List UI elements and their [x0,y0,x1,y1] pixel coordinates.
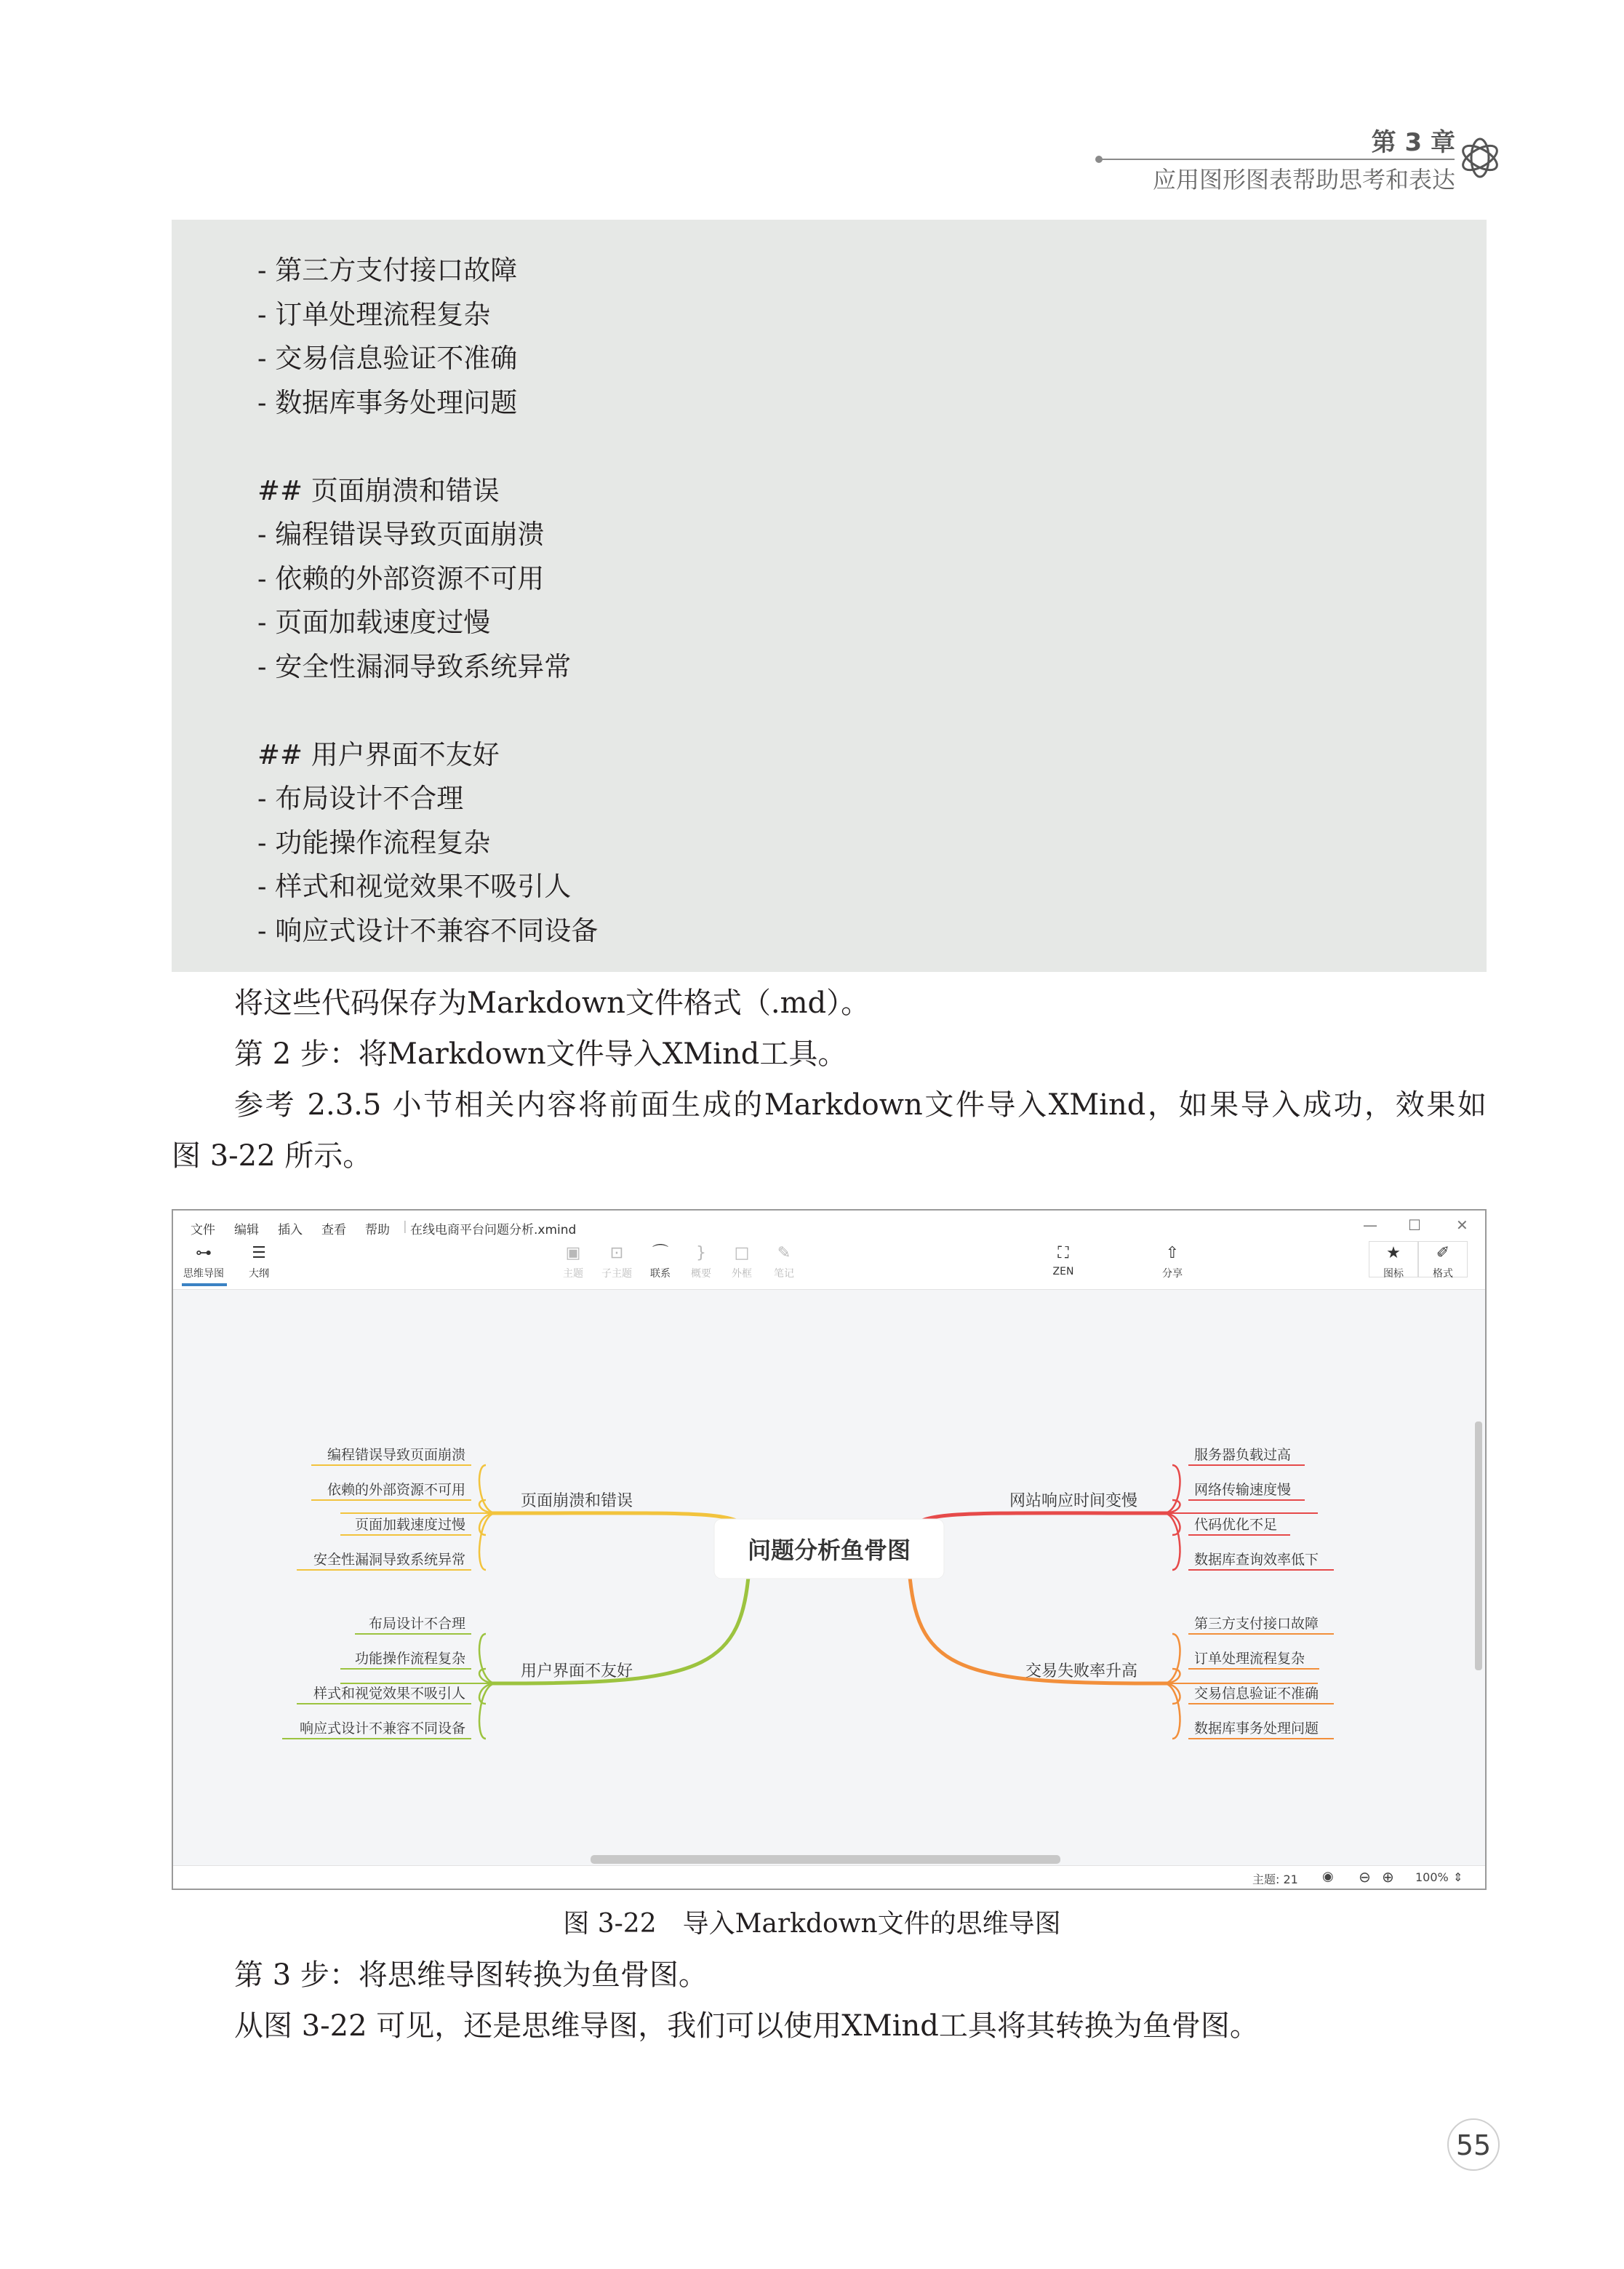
leaf-connector [1164,1634,1180,1683]
leaf-topic[interactable]: 网络传输速度慢 [1194,1482,1292,1498]
leaf-topic[interactable]: 订单处理流程复杂 [1194,1651,1305,1667]
zoom-level[interactable]: 100% [1415,1870,1449,1884]
horizontal-scrollbar[interactable] [591,1855,1060,1864]
menu-file[interactable]: 文件 [191,1223,215,1237]
paragraph-save-md: 将这些代码保存为Markdown文件格式（.md）。 [234,986,871,1020]
boundary-label: 外框 [732,1268,752,1280]
zen-label: ZEN [1052,1266,1074,1277]
xmind-toolbar [173,1211,1485,1290]
menu-separator: | [403,1219,407,1234]
topic-label: 主题 [563,1268,583,1280]
file-name: 在线电商平台问题分析.xmind [410,1223,577,1237]
summary-icon: } [696,1244,706,1262]
boundary-icon: □ [734,1244,750,1262]
note-icon: ✎ [777,1244,791,1262]
format-icon: ✐ [1436,1244,1450,1262]
summary-label: 概要 [691,1268,711,1280]
leaf-topic[interactable]: 安全性漏洞导致系统异常 [313,1552,465,1568]
leaf-topic[interactable]: 页面加载速度过慢 [354,1517,465,1533]
summary-button[interactable] [679,1244,723,1280]
code-line: ## 页面崩溃和错误 [257,474,500,506]
tab-outline-label: 大纲 [249,1268,269,1280]
menu-insert[interactable]: 插入 [278,1223,303,1237]
relationship-button[interactable] [639,1244,682,1280]
leaf-connector [1164,1683,1180,1739]
share-icon: ⇧ [1165,1244,1180,1262]
branch-topic[interactable]: 用户界面不友好 [521,1662,633,1680]
code-line: - 交易信息验证不准确 [257,343,518,374]
maximize-icon[interactable]: ☐ [1408,1216,1421,1234]
code-line: - 订单处理流程复杂 [257,298,491,330]
paragraph-step-2: 第 2 步：将Markdown文件导入XMind工具。 [234,1037,847,1071]
relationship-label: 联系 [650,1268,671,1280]
leaf-topic[interactable]: 第三方支付接口故障 [1194,1616,1319,1632]
chapter-label: 第 3 章 [1371,128,1455,157]
branch-connector [493,1513,749,1534]
tab-mindmap-label: 思维导图 [183,1268,224,1280]
xmind-screenshot [172,1209,1487,1890]
branch-topic[interactable]: 页面崩溃和错误 [521,1492,633,1510]
mindmap-canvas[interactable] [173,1289,1485,1864]
code-block [172,220,1487,972]
page-number: 55 [1447,2118,1500,2171]
code-line: - 页面加载速度过慢 [257,607,491,638]
paragraph-step-3: 第 3 步：将思维导图转换为鱼骨图。 [234,1958,708,1992]
boundary-button[interactable] [720,1244,764,1280]
chapter-header [1372,128,1455,157]
leaf-topic[interactable]: 样式和视觉效果不吸引人 [313,1686,465,1702]
leaf-topic[interactable]: 功能操作流程复杂 [354,1651,465,1667]
zoom-out-icon[interactable]: ⊖ [1359,1868,1371,1886]
chapter-subtitle: 应用图形图表帮助思考和表达 [1152,166,1455,194]
paragraph-reference: 参考 2.3.5 小节相关内容将前面生成的Markdown文件导入XMind，如果导入成功，效果如 [234,1088,1487,1122]
topic-count: 主题: 21 [1252,1873,1298,1886]
code-line: - 功能操作流程复杂 [257,826,491,858]
format-panel-button[interactable] [1421,1244,1465,1280]
zen-icon: ⛶ [1057,1244,1069,1262]
subtopic-icon: ⊡ [609,1244,624,1262]
close-icon[interactable]: ✕ [1456,1216,1468,1234]
vertical-scrollbar[interactable] [1475,1421,1482,1670]
icon-panel-label: 图标 [1383,1268,1404,1280]
relationship-icon: ⌒ [652,1244,668,1262]
zoom-in-icon[interactable]: ⊕ [1382,1868,1394,1886]
openai-logo-icon [1457,135,1503,180]
code-line: ## 用户界面不友好 [257,738,500,770]
share-label: 分享 [1162,1268,1183,1280]
leaf-topic[interactable]: 代码优化不足 [1194,1517,1278,1533]
paragraph-reference-cont: 图 3-22 所示。 [172,1139,372,1173]
leaf-topic[interactable]: 服务器负载过高 [1194,1447,1292,1463]
star-icon: ★ [1386,1244,1401,1262]
code-line: - 第三方支付接口故障 [257,255,518,286]
leaf-connector [1164,1465,1180,1513]
mindmap-icon: ⊶ [196,1244,212,1262]
tab-mindmap[interactable] [182,1244,225,1280]
branch-topic[interactable]: 交易失败率升高 [1025,1662,1137,1680]
note-label: 笔记 [774,1268,794,1280]
leaf-connector [1164,1669,1180,1683]
leaf-topic[interactable]: 布局设计不合理 [368,1616,465,1632]
leaf-connector [1164,1500,1180,1513]
branch-topic[interactable]: 网站响应时间变慢 [1009,1492,1137,1510]
code-line: - 安全性漏洞导致系统异常 [257,650,572,682]
leaf-connector [479,1634,496,1683]
code-line: - 依赖的外部资源不可用 [257,562,545,594]
code-line: - 编程错误导致页面崩溃 [257,519,545,550]
topic-button[interactable] [551,1244,595,1280]
tab-outline[interactable] [237,1244,281,1280]
note-button[interactable] [762,1244,806,1280]
zoom-arrow-icon[interactable]: ⇕ [1453,1870,1463,1884]
leaf-topic[interactable]: 编程错误导致页面崩溃 [327,1447,465,1463]
subtopic-label: 子主题 [601,1268,632,1280]
paragraph-conclusion: 从图 3-22 可见，还是思维导图，我们可以使用XMind工具将其转换为鱼骨图。 [234,2009,1259,2043]
header-rule [1100,159,1455,160]
code-line: - 数据库事务处理问题 [257,386,518,418]
code-line: - 布局设计不合理 [257,783,464,814]
format-panel-label: 格式 [1433,1268,1453,1280]
leaf-topic[interactable]: 响应式设计不兼容不同设备 [299,1720,465,1736]
leaf-topic[interactable]: 数据库查询效率低下 [1194,1552,1319,1568]
menu-edit[interactable]: 编辑 [234,1223,259,1237]
menu-help[interactable]: 帮助 [365,1223,390,1237]
leaf-topic[interactable]: 依赖的外部资源不可用 [327,1482,465,1498]
topic-icon: ▣ [565,1244,581,1262]
zen-button[interactable] [1041,1244,1085,1277]
leaf-topic[interactable]: 数据库事务处理问题 [1194,1720,1319,1736]
outline-icon: ☰ [252,1244,266,1262]
share-button[interactable] [1151,1244,1194,1280]
status-bar [173,1865,1485,1890]
central-topic[interactable]: 问题分析鱼骨图 [747,1536,911,1564]
icon-panel-button[interactable] [1372,1244,1415,1280]
subtopic-button[interactable] [595,1244,639,1280]
active-tab-indicator [182,1283,227,1286]
leaf-connector [479,1500,496,1513]
code-line: - 样式和视觉效果不吸引人 [257,871,572,902]
menu-view[interactable]: 查看 [321,1223,346,1237]
figure-caption: 图 3-22 导入Markdown文件的思维导图 [563,1909,1061,1939]
leaf-connector [479,1669,496,1683]
code-line: - 响应式设计不兼容不同设备 [257,914,599,946]
branch-connector [909,1513,1167,1534]
leaf-connector [479,1465,496,1513]
leaf-topic[interactable]: 交易信息验证不准确 [1194,1686,1319,1702]
eye-icon[interactable]: ◉ [1322,1869,1334,1884]
minimize-icon[interactable]: — [1363,1216,1377,1234]
